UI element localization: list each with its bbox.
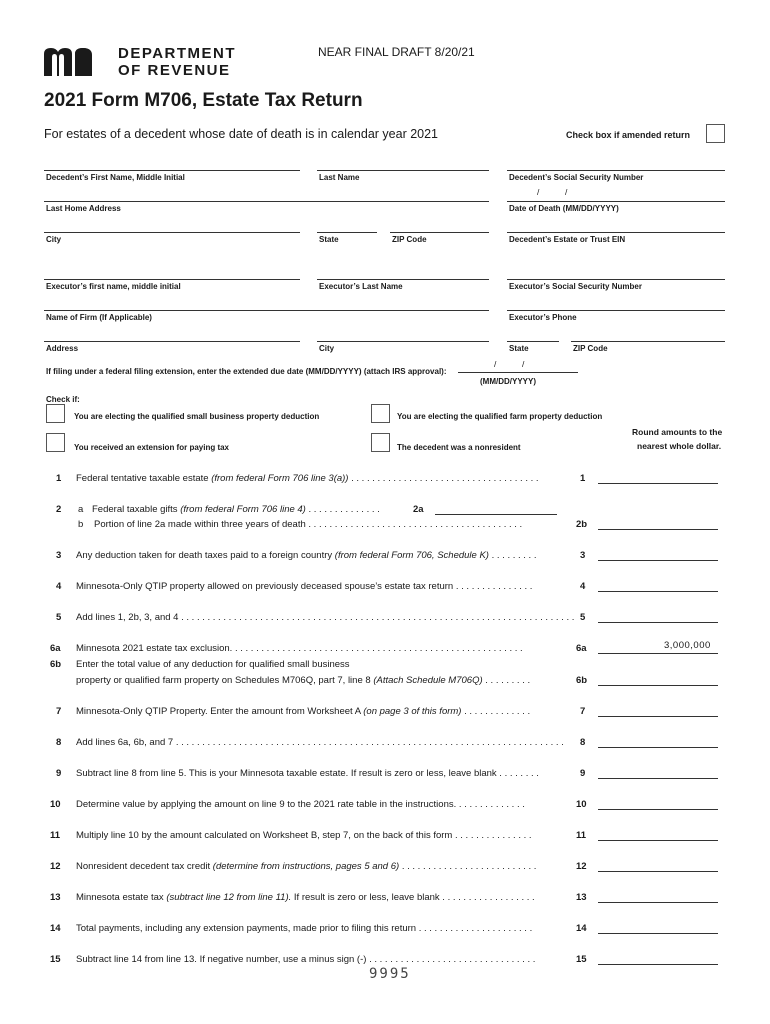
line-number: 6a (50, 643, 61, 654)
line-box-label: 4 (580, 581, 586, 592)
line-6b-amount-field[interactable] (598, 685, 718, 686)
executor-last-name-field[interactable] (317, 279, 489, 280)
decedent-city-field[interactable] (44, 232, 300, 233)
line-box-label: 6b (576, 675, 588, 686)
line-box-label: 3 (580, 550, 586, 561)
executor-first-name-label: Executor’s first name, middle initial (46, 282, 181, 291)
line-box-label: 9 (580, 768, 586, 779)
decedent-state-label: State (319, 235, 339, 244)
amended-checkbox[interactable] (706, 124, 725, 143)
estate-ein-field[interactable] (507, 232, 725, 233)
line-letter: a (78, 504, 84, 515)
line-5-text: Add lines 1, 2b, 3, and 4 . . . . . . . . . . . . . . . . . . . . . . . . . . . . . . . . . . . . . . . . . . . . . . . . . . . . . . . . . . . . . . . . . . . . . . . . . . . (76, 612, 575, 623)
line-12-text: Nonresident decedent tax credit (determine from instructions, pages 5 and 6) . . . . . . . . . . . . . . . . . . . . . . . . . . (76, 861, 537, 872)
line-8-amount-field[interactable] (598, 747, 718, 748)
line-9-amount-field[interactable] (598, 778, 718, 779)
line-8-text: Add lines 6a, 6b, and 7 . . . . . . . . . . . . . . . . . . . . . . . . . . . . . . . . . . . . . . . . . . . . . . . . . . . . . . . . . . . . . . . . . . . . . . . . . . (76, 737, 564, 748)
line-4-amount-field[interactable] (598, 591, 718, 592)
line-15-amount-field[interactable] (598, 964, 718, 965)
line-box-label: 11 (576, 830, 587, 841)
line-box-label: 8 (580, 737, 586, 748)
estate-ein-label: Decedent’s Estate or Trust EIN (509, 235, 626, 244)
farm-property-label: You are electing the qualified farm property deduction (397, 412, 603, 421)
line-box-label: 10 (576, 799, 587, 810)
line-number: 5 (56, 612, 62, 623)
date-of-death-field[interactable] (507, 201, 725, 202)
decedent-zip-field[interactable] (390, 232, 489, 233)
executor-city-label: City (319, 344, 335, 353)
line-1-amount-field[interactable] (598, 483, 718, 484)
line-box-label: 5 (580, 612, 586, 623)
line-number: 6b (50, 659, 62, 670)
line-box-label: 13 (576, 892, 587, 903)
date-of-death-label: Date of Death (MM/DD/YYYY) (509, 204, 619, 213)
line-7-amount-field[interactable] (598, 716, 718, 717)
decedent-first-name-label: Decedent’s First Name, Middle Initial (46, 173, 185, 182)
line-box-label: 6a (576, 643, 587, 654)
nonresident-label: The decedent was a nonresident (397, 443, 521, 452)
home-address-label: Last Home Address (46, 204, 121, 213)
nonresident-checkbox[interactable] (371, 433, 390, 452)
line-6a-text: Minnesota 2021 estate tax exclusion. . . . . . . . . . . . . . . . . . . . . . . . . . . . . . . . . . . . . . . . . . . . . . . . . . . . . . . . (76, 643, 523, 654)
line-1-text: Federal tentative taxable estate (from federal Form 706 line 3(a)) . . . . . . . . . . . . . . . . . . . . . . . . . . . . . . . . . . . . (76, 473, 539, 484)
decedent-home-address-field[interactable] (44, 201, 489, 202)
line-number: 1 (56, 473, 62, 484)
line-box-label: 14 (576, 923, 587, 934)
line-7-text: Minnesota-Only QTIP Property. Enter the amount from Worksheet A (on page 3 of this form) . . . . . . . . . . . . . (76, 706, 531, 717)
dept-line-2: OF REVENUE (118, 62, 231, 79)
extension-date-label: If filing under a federal filing extension, enter the extended due date (MM/DD/YYYY) (attach IRS approval): (46, 367, 447, 376)
round-note: nearest whole dollar. (637, 441, 722, 451)
executor-ssn-label: Executor’s Social Security Number (509, 282, 642, 291)
line-number: 8 (56, 737, 62, 748)
line-6b-text: Enter the total value of any deduction for qualified small business (76, 659, 350, 670)
decedent-city-label: City (46, 235, 62, 244)
extension-label: You received an extension for paying tax (74, 443, 230, 452)
extension-date-field[interactable] (458, 372, 578, 373)
line-2b-text: Portion of line 2a made within three years of death . . . . . . . . . . . . . . . . . . . . . . . . . . . . . . . . . . . . . . . . . (94, 519, 523, 530)
line-6a-value: 3,000,000 (664, 640, 711, 651)
draft-note: NEAR FINAL DRAFT 8/20/21 (318, 45, 475, 59)
firm-name-field[interactable] (44, 310, 489, 311)
executor-last-name-label: Executor’s Last Name (319, 282, 403, 291)
line-5-amount-field[interactable] (598, 622, 718, 623)
line-9-text: Subtract line 8 from line 5. This is your Minnesota taxable estate. If result is zero or less, leave blank . . . . . . . . (76, 768, 539, 779)
executor-address-label: Address (46, 344, 79, 353)
line-10-text: Determine value by applying the amount on line 9 to the 2021 rate table in the instructions. . . . . . . . . . . . . . (76, 799, 525, 810)
line-15-text: Subtract line 14 from line 13. If negative number, use a minus sign (-) . . . . . . . . . . . . . . . . . . . . . . . . . . . . . . . . (76, 954, 536, 965)
check-if-heading: Check if: (46, 395, 80, 404)
date-slash: / (565, 187, 568, 197)
line-number: 9 (56, 768, 62, 779)
line-letter: b (78, 519, 84, 530)
round-note: Round amounts to the (632, 427, 723, 437)
form-title: 2021 Form M706, Estate Tax Return (44, 90, 363, 111)
line-number: 10 (50, 799, 61, 810)
decedent-zip-label: ZIP Code (392, 235, 427, 244)
small-business-checkbox[interactable] (46, 404, 65, 423)
line-box-label: 1 (580, 473, 586, 484)
line-2a-text: Federal taxable gifts (from federal Form 706 line 4) . . . . . . . . . . . . . . (92, 504, 380, 515)
line-number: 4 (56, 581, 62, 592)
line-number: 11 (50, 830, 61, 841)
line-12-amount-field[interactable] (598, 871, 718, 872)
date-slash: / (494, 359, 497, 369)
executor-zip-field[interactable] (571, 341, 725, 342)
dept-line-1: DEPARTMENT (118, 45, 237, 62)
line-4-text: Minnesota-Only QTIP property allowed on previously deceased spouse’s estate tax return . . . . . . . . . . . . . . . (76, 581, 533, 592)
form-code: 9995 (369, 966, 411, 982)
line-14-amount-field[interactable] (598, 933, 718, 934)
small-business-label: You are electing the qualified small business property deduction (74, 412, 320, 421)
farm-property-checkbox[interactable] (371, 404, 390, 423)
extension-date-format: (MM/DD/YYYY) (480, 377, 536, 386)
executor-state-label: State (509, 344, 529, 353)
line-number: 12 (50, 861, 61, 872)
executor-city-field[interactable] (317, 341, 489, 342)
decedent-ssn-field[interactable] (507, 170, 725, 171)
executor-first-name-field[interactable] (44, 279, 300, 280)
decedent-state-field[interactable] (317, 232, 377, 233)
decedent-first-name-field[interactable] (44, 170, 300, 171)
line-box-label: 7 (580, 706, 586, 717)
decedent-last-name-label: Last Name (319, 173, 360, 182)
line-3-amount-field[interactable] (598, 560, 718, 561)
line-10-amount-field[interactable] (598, 809, 718, 810)
line-number: 14 (50, 923, 61, 934)
line-6a-amount-field[interactable] (598, 653, 718, 654)
line-number: 7 (56, 706, 62, 717)
line-box-label: 2a (413, 504, 424, 515)
line-2a-amount-field[interactable] (435, 514, 557, 515)
amended-label: Check box if amended return (566, 130, 691, 140)
decedent-last-name-field[interactable] (317, 170, 489, 171)
line-number: 2 (56, 504, 62, 515)
executor-address-field[interactable] (44, 341, 300, 342)
executor-zip-label: ZIP Code (573, 344, 608, 353)
form-subtitle: For estates of a decedent whose date of death is in calendar year 2021 (44, 127, 439, 141)
line-number: 13 (50, 892, 61, 903)
line-3-text: Any deduction taken for death taxes paid to a foreign country (from federal Form 706, Schedule K) . . . . . . . . . (76, 550, 537, 561)
extension-checkbox[interactable] (46, 433, 65, 452)
date-slash: / (537, 187, 540, 197)
line-2b-amount-field[interactable] (598, 529, 718, 530)
date-slash: / (522, 359, 525, 369)
line-14-text: Total payments, including any extension payments, made prior to filing this return . . . . . . . . . . . . . . . . . . . . . . (76, 923, 533, 934)
line-13-amount-field[interactable] (598, 902, 718, 903)
firm-name-label: Name of Firm (If Applicable) (46, 313, 152, 322)
decedent-ssn-label: Decedent’s Social Security Number (509, 173, 644, 182)
executor-phone-field[interactable] (507, 310, 725, 311)
line-number: 15 (50, 954, 61, 965)
line-number: 3 (56, 550, 62, 561)
executor-phone-label: Executor’s Phone (509, 313, 577, 322)
line-11-amount-field[interactable] (598, 840, 718, 841)
line-box-label: 12 (576, 861, 587, 872)
executor-ssn-field[interactable] (507, 279, 725, 280)
line-box-label: 2b (576, 519, 588, 530)
line-11-text: Multiply line 10 by the amount calculated on Worksheet B, step 7, on the back of this form . . . . . . . . . . . . . . . (76, 830, 532, 841)
executor-state-field[interactable] (507, 341, 559, 342)
line-6b-text: property or qualified farm property on Schedules M706Q, part 7, line 8 (Attach Schedule M706Q) . . . . . . . . . (76, 675, 531, 686)
mn-logo-icon (44, 48, 110, 76)
line-13-text: Minnesota estate tax (subtract line 12 from line 11). If result is zero or less, leave blank . . . . . . . . . . . . . . . . . . (76, 892, 535, 903)
line-box-label: 15 (576, 954, 587, 965)
